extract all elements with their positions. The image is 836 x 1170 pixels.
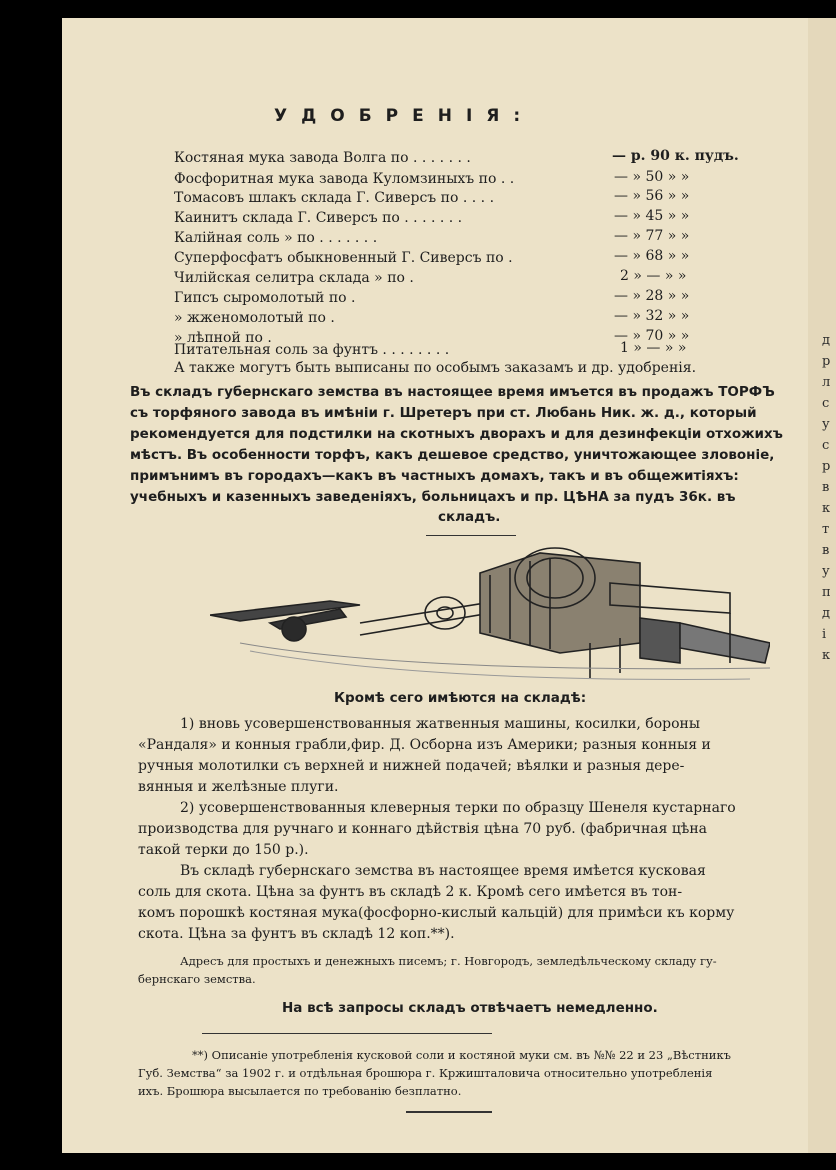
text-line: соль для скота. Цѣна за фунтъ въ складѣ 2 к. Кромѣ сего имѣется въ тон- <box>138 884 683 900</box>
price-item-price: 1 » — » » <box>620 340 687 356</box>
edge-letter: т <box>822 522 830 537</box>
text-line: примънимъ въ городахъ—какъ въ частныхъ домахъ, такъ и въ общежитіяхъ: <box>130 468 739 484</box>
text-line: комъ порошкѣ костяная мука(фосфорно-кислый кальцій) для примѣси къ корму <box>138 905 735 921</box>
section-heading: Кромѣ сего имѣются на складѣ: <box>334 690 587 706</box>
text-line: Въ складъ губернскаго земства въ настоящее время имъется въ продажъ ТОРФЪ <box>130 384 775 400</box>
edge-letter: д <box>822 606 831 621</box>
price-item-price: — » 77 » » <box>614 228 690 244</box>
edge-letter: л <box>822 375 831 390</box>
text-line: рекомендуется для подстилки на скотныхъ дворахъ и для дезинфекціи отхожихъ <box>130 426 783 442</box>
price-item-name: Суперфосфатъ обыкновенный Г. Сиверсъ по . <box>174 250 513 266</box>
text-line: производства для ручнаго и коннаго дѣйствія цѣна 70 руб. (фабричная цѣна <box>138 821 708 837</box>
text-line: ручныя молотилки съ верхней и нижней подачей; вѣялки и разныя дере- <box>138 758 685 774</box>
edge-letter: с <box>822 396 830 411</box>
footnote-line: ихъ. Брошюра высылается по требованію безплатно. <box>138 1084 462 1098</box>
also-line: А также могутъ быть выписаны по особымъ заказамъ и др. удобренія. <box>174 360 697 376</box>
price-item-name: Костяная мука завода Волга по . . . . . . . <box>174 150 471 166</box>
price-item-name: Каинитъ склада Г. Сиверсъ по . . . . . . . <box>174 210 463 226</box>
text-line: мѣстъ. Въ особенности торфъ, какъ дешевое средство, уничтожающее зловоніе, <box>130 447 775 463</box>
text-line: учебныхъ и казенныхъ заведеніяхъ, больницахъ и пр. ЦѢНА за пудъ 36к. въ <box>130 489 736 505</box>
price-item-price: — » 68 » » <box>614 248 690 264</box>
edge-letter: к <box>822 648 831 663</box>
price-item-price: — р. 90 к. пудъ. <box>612 148 739 164</box>
text-line: 2) усовершенствованныя клеверныя терки по образцу Шенеля кустарнаго <box>180 800 736 816</box>
text-line: скота. Цѣна за фунтъ въ складѣ 12 коп.**). <box>138 926 455 942</box>
price-item-price: — » 28 » » <box>614 288 690 304</box>
edge-letter: в <box>822 543 830 558</box>
adjacent-page-letters <box>822 330 836 666</box>
machine-illustration <box>210 523 770 683</box>
price-item-name: Гипсъ сыромолотый по . <box>174 290 356 306</box>
edge-letter: у <box>822 564 830 579</box>
price-item-name: Томасовъ шлакъ склада Г. Сиверсъ по . . . . <box>174 190 495 206</box>
price-item-name: Фосфоритная мука завода Куломзиныхъ по . . <box>174 171 515 187</box>
text-line: съ торфяного завода въ имѣніи г. Шретеръ при ст. Любань Ник. ж. д., который <box>130 405 757 421</box>
price-item-price: — » 50 » » <box>614 169 690 185</box>
price-item-price: 2 » — » » <box>620 268 687 284</box>
text-line: вянныя и желѣзные плуги. <box>138 779 339 795</box>
edge-letter: к <box>822 501 831 516</box>
edge-letter: р <box>822 354 831 369</box>
text-line: Въ складѣ губернскаго земства въ настоящее время имѣется кусковая <box>180 863 706 879</box>
price-item-price: — » 32 » » <box>614 308 690 324</box>
edge-letter: с <box>822 438 830 453</box>
edge-letter: п <box>822 585 831 600</box>
edge-letter: і <box>822 627 827 642</box>
text-line: 1) вновь усовершенствованныя жатвенныя машины, косилки, бороны <box>180 716 701 732</box>
text-line: такой терки до 150 р.). <box>138 842 309 858</box>
price-item-name: » лѣпной по . <box>174 330 272 346</box>
price-item-name: Питательная соль за фунтъ . . . . . . . . <box>174 342 450 358</box>
text-line: складъ. <box>438 509 501 525</box>
price-item-price: — » 70 » » <box>614 328 690 344</box>
address-line: бернскаго земства. <box>138 972 256 986</box>
edge-letter: р <box>822 459 831 474</box>
price-item-name: Калійная соль » по . . . . . . . <box>174 230 378 246</box>
edge-letter: в <box>822 480 830 495</box>
page-scan <box>62 18 824 1153</box>
price-item-price: — » 45 » » <box>614 208 690 224</box>
divider <box>202 1033 492 1034</box>
price-item-price: — » 56 » » <box>614 188 690 204</box>
edge-letter: у <box>822 417 830 432</box>
page-title: УДОБРЕНІЯ: <box>274 106 535 126</box>
closing-line: На всѣ запросы складъ отвѣчаетъ немедленно. <box>282 1000 658 1016</box>
footnote-line: Губ. Земства“ за 1902 г. и отдѣльная брошюра г. Кржишталовича относительно употребленія <box>138 1066 713 1080</box>
address-line: Адресъ для простыхъ и денежныхъ писемъ; г. Новгородъ, земледѣльческому складу гу- <box>180 954 717 968</box>
divider <box>406 1111 492 1113</box>
text-line: «Рандаля» и конныя грабли,фир. Д. Осборна изъ Америки; разныя конныя и <box>138 737 711 753</box>
price-item-name: » жженомолотый по . <box>174 310 335 326</box>
price-item-name: Чилійская селитра склада » по . <box>174 270 414 286</box>
footnote-line: **) Описаніе употребленія кусковой соли и костяной муки см. въ №№ 22 и 23 „Вѣстникъ <box>192 1048 731 1062</box>
edge-letter: д <box>822 333 831 348</box>
